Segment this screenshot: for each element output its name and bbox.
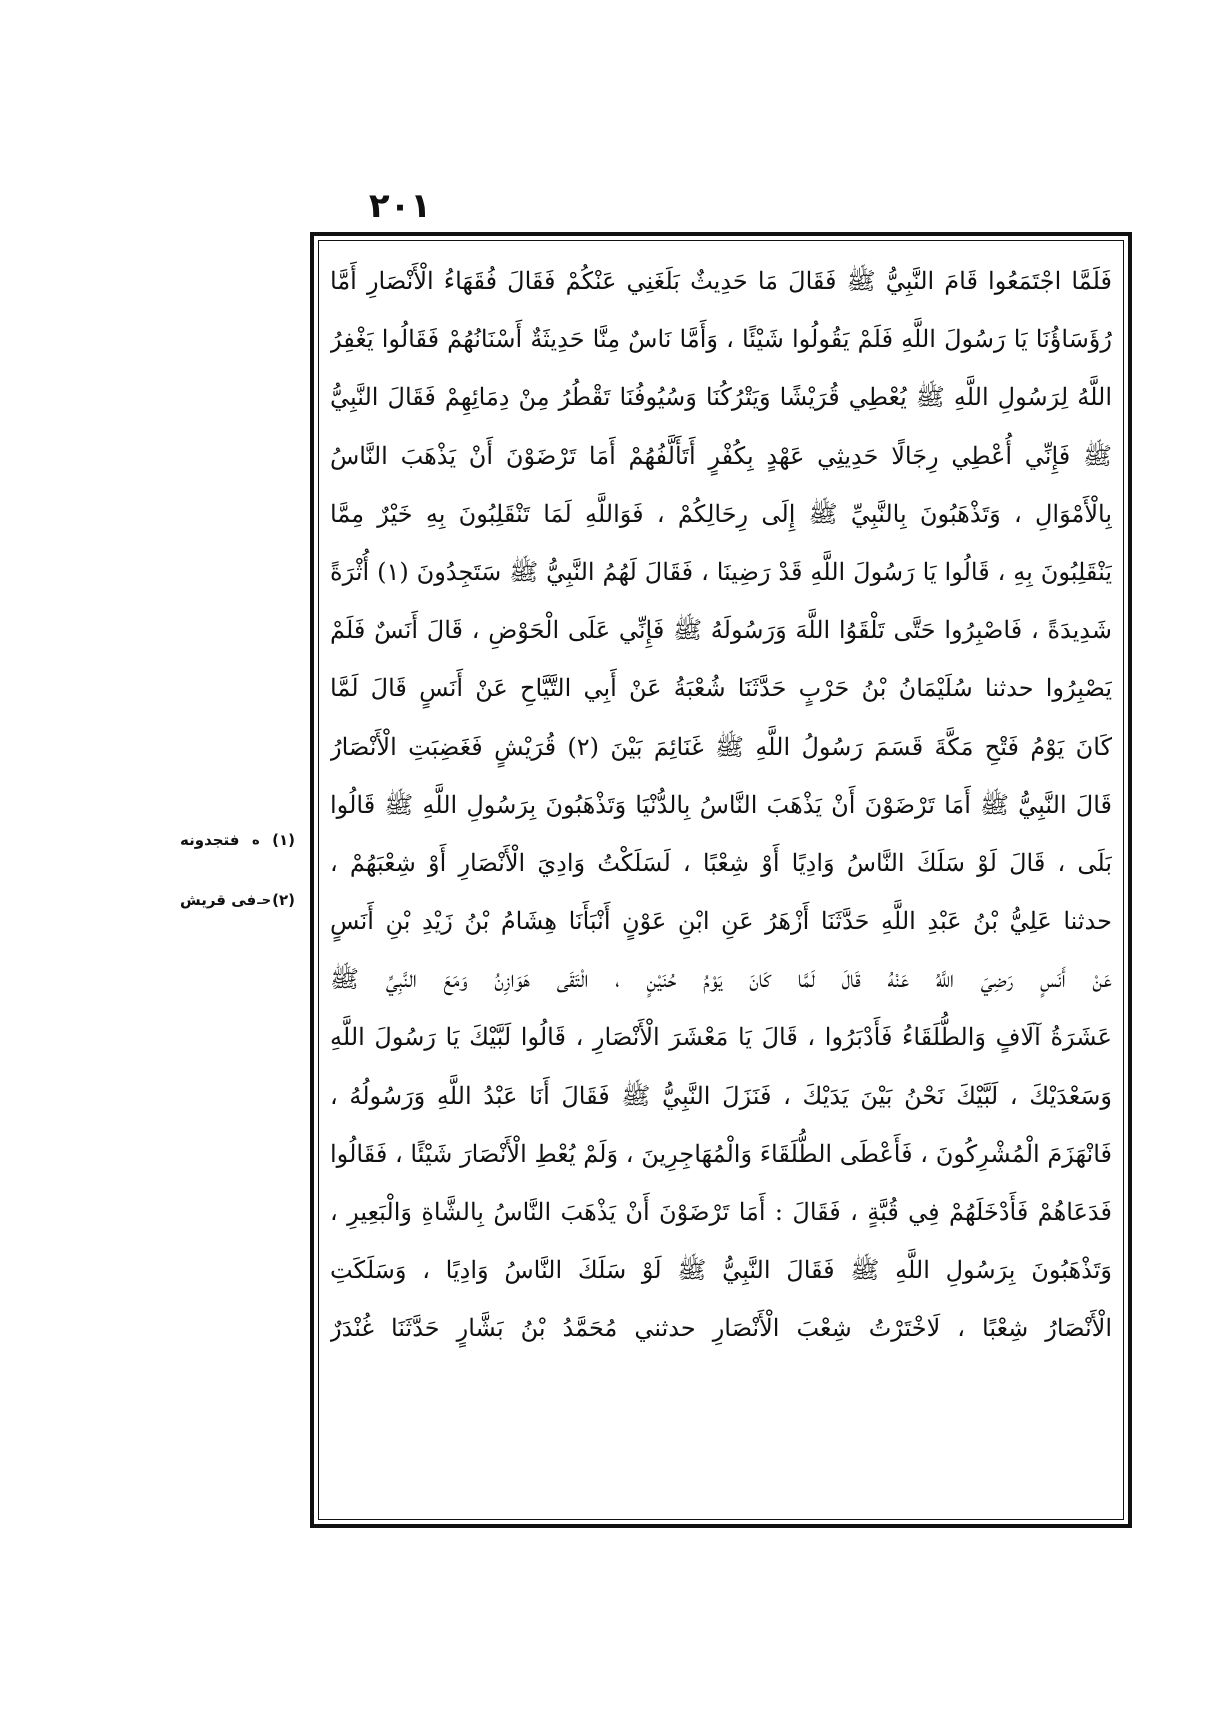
text-line-11: بَلَى ، قَالَ لَوْ سَلَكَ النَّاسُ وَادِيًا أَوْ شِعْبًا ، لَسَلَكْتُ وَادِيَ الْأَنْصَارِ أَوْ شِعْبَهُمْ ،	[330, 848, 1112, 877]
text-line-14: عَشَرَةُ آلَافٍ وَالطُّلَقَاءُ فَأَدْبَرُوا ، قَالَ يَا مَعْشَرَ الْأَنْصَارِ ، قَالُوا لَبَّيْكَ يَا رَسُولَ اللَّهِ	[330, 1023, 1112, 1052]
footnote-1	[180, 810, 295, 870]
page-number: ٢٠١	[368, 186, 432, 226]
text-line-16: فَانْهَزَمَ الْمُشْرِكُونَ ، فَأَعْطَى الطُّلَقَاءَ وَالْمُهَاجِرِينَ ، وَلَمْ يُعْطِ الْأَنْصَارَ شَيْئًا ، فَقَالُوا	[330, 1139, 1112, 1168]
footnote-mark: ه	[251, 832, 260, 848]
text-line-4: ﷺ فَإِنِّي أُعْطِي رِجَالًا حَدِيثِي عَهْدٍ بِكُفْرٍ أَتَأَلَّفُهُمْ أَمَا تَرْضَوْنَ أَنْ يَذْهَبَ النَّاسُ	[330, 441, 1112, 470]
text-line-8: يَصْبِرُوا حدثنا سُلَيْمَانُ بْنُ حَرْبٍ حَدَّثَنَا شُعْبَةُ عَنْ أَبِي التَّيَّاحِ عَنْ أَنَسٍ قَالَ لَمَّا	[330, 674, 1112, 703]
text-line-19: الْأَنْصَارُ شِعْبًا ، لَاخْتَرْتُ شِعْبَ الْأَنْصَارِ حدثني مُحَمَّدُ بْنُ بَشَّارٍ حَدَّثَنَا غُنْدَرٌ	[330, 1314, 1112, 1343]
text-line-12: حدثنا عَلِيُّ بْنُ عَبْدِ اللَّهِ حَدَّثَنَا أَزْهَرُ عَنِ ابْنِ عَوْنٍ أَنْبَأَنَا هِشَامُ بْنُ زَيْدِ بْنِ أَنَسٍ	[330, 907, 1112, 936]
footnote-number: (٢)	[272, 891, 295, 909]
text-line-17: فَدَعَاهُمْ فَأَدْخَلَهُمْ فِي قُبَّةٍ ، فَقَالَ : أَمَا تَرْضَوْنَ أَنْ يَذْهَبَ النَّاسُ بِالشَّاةِ وَالْبَعِيرِ ،	[330, 1198, 1112, 1226]
text-line-15: وَسَعْدَيْكَ ، لَبَّيْكَ نَحْنُ بَيْنَ يَدَيْكَ ، فَنَزَلَ النَّبِيُّ ﷺ فَقَالَ أَنَا عَبْدُ اللَّهِ وَرَسُولُهُ ،	[330, 1081, 1112, 1110]
footnote-text: فتجدونه	[180, 831, 240, 849]
text-line-10: قَالَ النَّبِيُّ ﷺ أَمَا تَرْضَوْنَ أَنْ يَذْهَبَ النَّاسُ بِالدُّنْيَا وَتَذْهَبُونَ بِرَسُولِ اللَّهِ ﷺ قَالُوا	[330, 790, 1112, 819]
text-line-2: رُؤَسَاؤُنَا يَا رَسُولَ اللَّهِ فَلَمْ يَقُولُوا شَيْئًا ، وَأَمَّا نَاسٌ مِنَّا حَدِيثَةٌ أَسْنَانُهُمْ فَقَالُوا يَغْفِرُ	[330, 325, 1112, 354]
text-line-1: فَلَمَّا اجْتَمَعُوا قَامَ النَّبِيُّ ﷺ فَقَالَ مَا حَدِيثٌ بَلَغَنِي عَنْكُمْ فَقَالَ فُقَهَاءُ الْأَنْصَارِ أَمَّا	[330, 267, 1112, 295]
marginal-footnotes	[180, 810, 295, 930]
text-line-7: شَدِيدَةً ، فَاصْبِرُوا حَتَّى تَلْقَوُا اللَّهَ وَرَسُولَهُ ﷺ فَإِنِّي عَلَى الْحَوْضِ ، قَالَ أَنَسٌ فَلَمْ	[330, 616, 1112, 645]
footnote-mark: حـ	[257, 892, 272, 908]
text-line-6: يَنْقَلِبُونَ بِهِ ، قَالُوا يَا رَسُولَ اللَّهِ قَدْ رَضِينَا ، فَقَالَ لَهُمُ النَّبِيُّ ﷺ سَتَجِدُونَ (١) أُثْرَةً	[330, 557, 1112, 586]
text-line-3: اللَّهُ لِرَسُولِ اللَّهِ ﷺ يُعْطِي قُرَيْشًا وَيَتْرُكُنَا وَسُيُوفُنَا تَقْطُرُ مِنْ دِمَائِهِمْ فَقَالَ النَّبِيُّ	[330, 383, 1112, 412]
text-line-13: عَنْ أَنَسٍ رَضِيَ اللَّهُ عَنْهُ قَالَ لَمَّا كَانَ يَوْمُ حُنَيْنٍ ، الْتَقَى هَوَازِنُ وَمَعَ النَّبِيِّ ﷺ	[330, 965, 1112, 994]
footnote-2	[180, 870, 295, 930]
main-text-block	[330, 252, 1112, 1358]
text-line-18: وَتَذْهَبُونَ بِرَسُولِ اللَّهِ ﷺ فَقَالَ النَّبِيُّ ﷺ لَوْ سَلَكَ النَّاسُ وَادِيًا ، وَسَلَكَتِ	[330, 1256, 1112, 1285]
footnote-number: (١)	[272, 831, 295, 849]
footnote-text: فى قريش	[180, 891, 257, 909]
text-line-5: بِالْأَمْوَالِ ، وَتَذْهَبُونَ بِالنَّبِيِّ ﷺ إِلَى رِحَالِكُمْ ، فَوَاللَّهِ لَمَا تَنْقَلِبُونَ بِهِ خَيْرٌ مِمَّا	[330, 499, 1112, 528]
text-line-9: كَانَ يَوْمُ فَتْحِ مَكَّةَ قَسَمَ رَسُولُ اللَّهِ ﷺ غَنَائِمَ بَيْنَ (٢) قُرَيْشٍ فَغَضِبَتِ الْأَنْصَارُ	[330, 732, 1112, 761]
